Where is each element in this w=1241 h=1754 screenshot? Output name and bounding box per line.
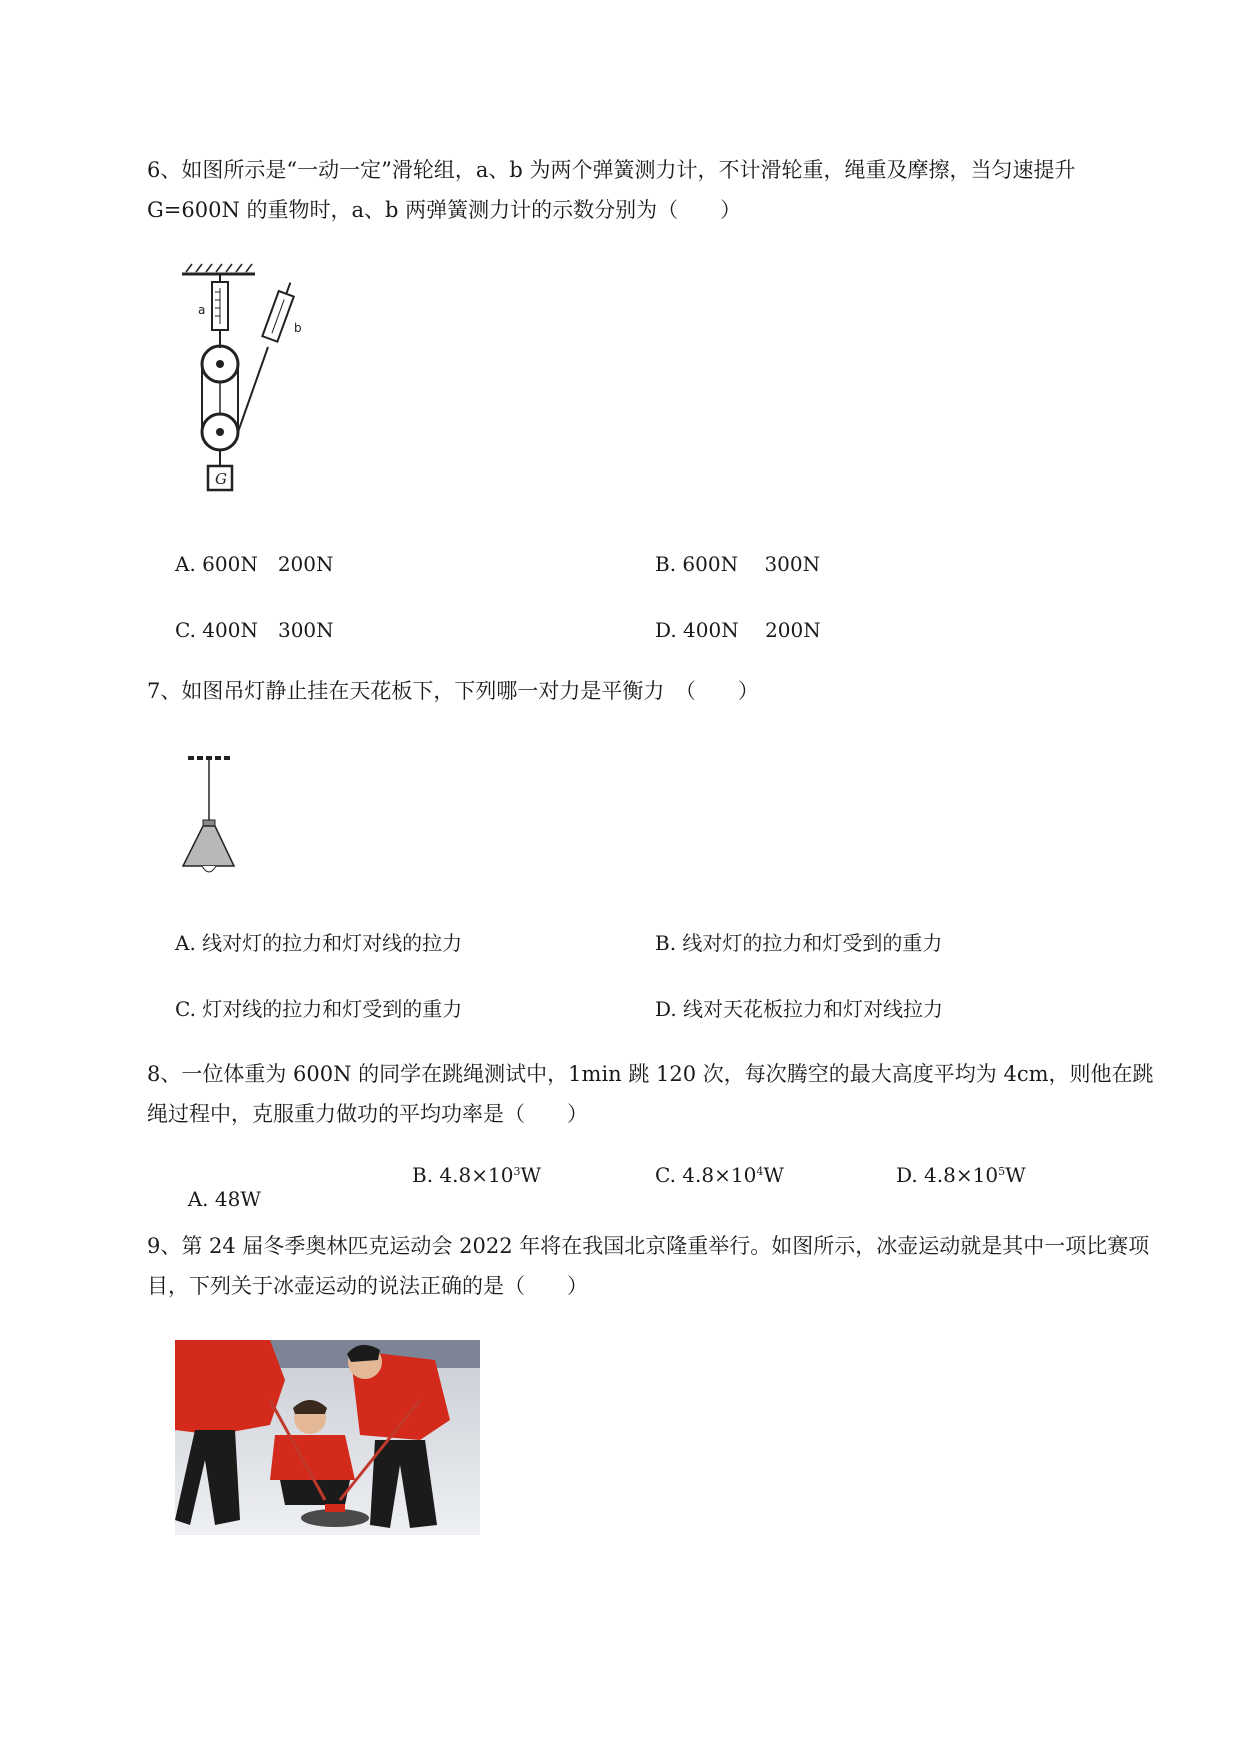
curling-photo	[175, 1340, 480, 1535]
weight-label: G	[215, 470, 227, 488]
q7-option-b[interactable]: B. 线对灯的拉力和灯受到的重力	[655, 931, 943, 955]
q6-option-b[interactable]: B. 600N 300N	[655, 552, 821, 576]
question-9-stem: 9、第 24 届冬季奥林匹克运动会 2022 年将在我国北京隆重举行。如图所示，冰壶运动就是其中一项比赛项目，下列关于冰壶运动的说法正确的是（ ）	[147, 1234, 1150, 1298]
question-6-stem: 6、如图所示是“一动一定”滑轮组，a、b 为两个弹簧测力计，不计滑轮重，绳重及摩擦，当匀速提升 G=600N 的重物时，a、b 两弹簧测力计的示数分别为（ ）	[147, 158, 1076, 222]
q8-option-a[interactable]: A. 48W	[187, 1187, 261, 1211]
q6-option-c[interactable]: C. 400N 300N	[175, 618, 334, 642]
hanging-lamp-figure	[178, 750, 244, 880]
q7-option-d[interactable]: D. 线对天花板拉力和灯对线拉力	[655, 997, 944, 1021]
q7-option-c[interactable]: C. 灯对线的拉力和灯受到的重力	[175, 997, 463, 1021]
q8-option-d[interactable]: D. $4.8\times 10^5W$	[896, 1163, 1026, 1187]
svg-text:b: b	[294, 321, 302, 335]
q7-option-a[interactable]: A. 线对灯的拉力和灯对线的拉力	[175, 931, 463, 955]
pulley-system-figure	[170, 252, 310, 502]
q6-option-a[interactable]: A. 600N 200N	[175, 552, 334, 576]
q6-option-d[interactable]: D. 400N 200N	[655, 618, 821, 642]
q8-option-c[interactable]: C. $4.8\times 10^4W$	[655, 1163, 784, 1187]
question-7-stem: 7、如图吊灯静止挂在天花板下，下列哪一对力是平衡力 （ ）	[147, 679, 759, 703]
svg-text:a: a	[198, 303, 206, 317]
question-8-stem: 8、一位体重为 600N 的同学在跳绳测试中，1min 跳 120 次，每次腾空的最大高度平均为 4cm，则他在跳绳过程中，克服重力做功的平均功率是（ ）	[147, 1062, 1154, 1126]
q8-option-b[interactable]: B. $4.8\times 10^3W$	[412, 1163, 541, 1187]
